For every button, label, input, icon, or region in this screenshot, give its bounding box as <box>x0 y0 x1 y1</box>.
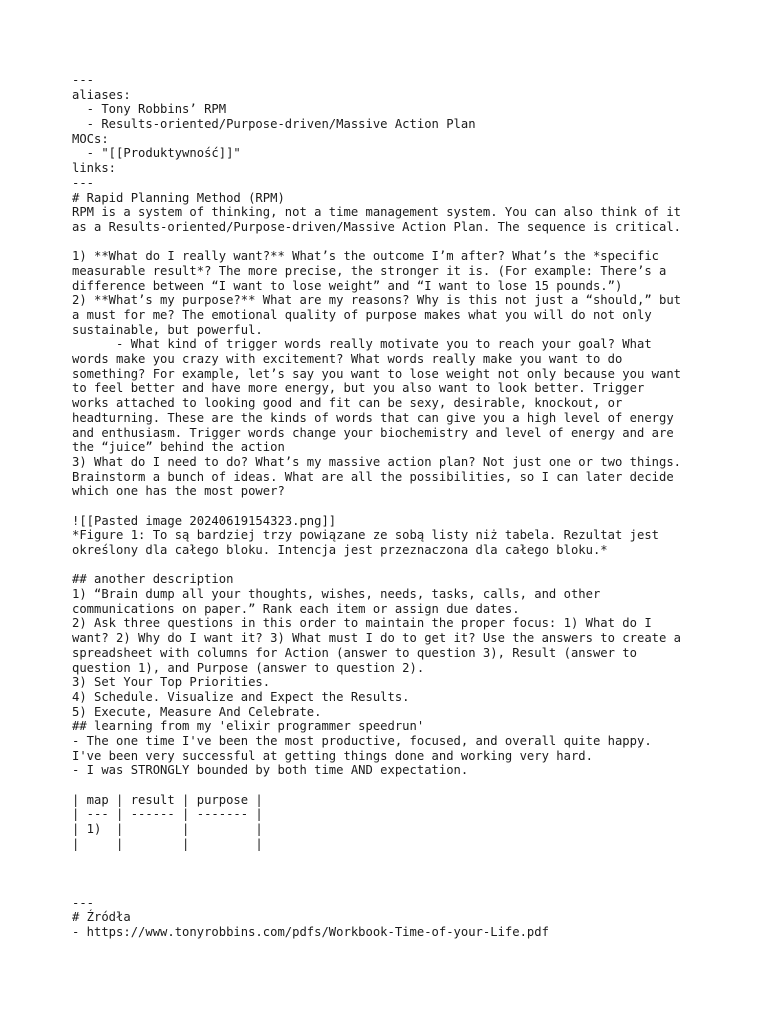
document-line: - What kind of trigger words really motivate you to reach your goal? What <box>72 337 652 352</box>
document-line: --- <box>72 175 95 190</box>
document-line: links: <box>72 161 117 176</box>
document-line: --- <box>72 73 95 87</box>
document-line <box>72 851 712 866</box>
document-line: words make you crazy with excitement? What words really make you want to do <box>72 352 623 367</box>
document-line: 1) **What do I really want?** What’s the outcome I’m after? What’s the *specific <box>72 249 659 264</box>
document-line: the “juice” behind the action <box>72 440 285 455</box>
document-line: 1) “Brain dump all your thoughts, wishes, needs, tasks, calls, and other <box>72 587 601 602</box>
document-line <box>72 881 712 896</box>
document-line: - https://www.tonyrobbins.com/pdfs/Workbook-Time-of-your-Life.pdf <box>72 924 549 939</box>
document-line: 2) Ask three questions in this order to maintain the proper focus: 1) What do I <box>72 616 652 631</box>
document-line: difference between “I want to lose weight” and “I want to lose 15 pounds.”) <box>72 278 623 293</box>
document-line: I've been very successful at getting things done and working very hard. <box>72 748 593 763</box>
document-line: a must for me? The emotional quality of purpose makes what you will do not only <box>72 308 652 322</box>
document-line: sustainable, but powerful. <box>72 322 263 337</box>
document-page <box>72 73 712 940</box>
document-line: określony dla całego bloku. Intencja jest przeznaczona dla całego bloku.* <box>72 543 608 557</box>
document-line: 2) **What’s my purpose?** What are my reasons? Why is this not just a “should,” but <box>72 293 682 308</box>
document-line: want? 2) Why do I want it? 3) What must I do to get it? Use the answers to create a <box>72 631 682 646</box>
document-line: 5) Execute, Measure And Celebrate. <box>72 704 322 719</box>
document-line: Brainstorm a bunch of ideas. What are all the possibilities, so I can later decide <box>72 469 674 484</box>
document-line <box>72 866 712 881</box>
document-line: ![[Pasted image 20240619154323.png]] <box>72 513 337 528</box>
document-line: - I was STRONGLY bounded by both time AND expectation. <box>72 763 469 778</box>
document-line: # Źródła <box>72 910 131 925</box>
document-line: as a Results-oriented/Purpose-driven/Massive Action Plan. The sequence is critical. <box>72 219 682 234</box>
document-line: ## another description <box>72 572 234 587</box>
document-line: communications on paper.” Rank each item or assign due dates. <box>72 601 520 616</box>
document-line: # Rapid Planning Method (RPM) <box>72 190 285 205</box>
document-line: measurable result*? The more precise, the stronger it is. (For example: There’s a <box>72 263 667 278</box>
document-line: 3) What do I need to do? What’s my massive action plan? Not just one or two things. <box>72 454 682 469</box>
document-line: | map | result | purpose | <box>72 792 263 807</box>
document-line: works attached to looking good and fit can be sexy, desirable, knockout, or <box>72 396 623 411</box>
document-line: - The one time I've been the most productive, focused, and overall quite happy. <box>72 733 652 748</box>
document-line: MOCs: <box>72 131 109 146</box>
document-line: - Results-oriented/Purpose-driven/Massive Action Plan <box>72 117 476 132</box>
document-line: to feel better and have more energy, but you also want to look better. Trigger <box>72 381 645 396</box>
document-line: 4) Schedule. Visualize and Expect the Results. <box>72 689 410 704</box>
document-line: spreadsheet with columns for Action (answer to question 3), Result (answer to <box>72 645 637 660</box>
document-line: and enthusiasm. Trigger words change your biochemistry and level of energy and are <box>72 425 674 440</box>
document-line: 3) Set Your Top Priorities. <box>72 675 271 690</box>
document-line: *Figure 1: To są bardziej trzy powiązane ze sobą listy niż tabela. Rezultat jest <box>72 528 659 543</box>
document-line <box>72 558 712 573</box>
document-line: | | | | <box>72 836 263 851</box>
document-line: question 1), and Purpose (answer to question 2). <box>72 660 425 675</box>
document-line: - Tony Robbins’ RPM <box>72 102 227 117</box>
document-line: --- <box>72 895 95 910</box>
document-line: | --- | ------ | ------- | <box>72 807 263 822</box>
document-line: ## learning from my 'elixir programmer speedrun' <box>72 719 425 734</box>
document-line <box>72 499 712 514</box>
document-line: aliases: <box>72 87 131 102</box>
document-line <box>72 235 712 250</box>
document-line: headturning. These are the kinds of words that can give you a high level of energy <box>72 410 674 425</box>
document-line: which one has the most power? <box>72 484 285 499</box>
document-line <box>72 778 712 793</box>
document-line: RPM is a system of thinking, not a time management system. You can also think of it <box>72 205 682 220</box>
document-line: | 1) | | | <box>72 822 263 837</box>
document-line: something? For example, let’s say you want to lose weight not only because you want <box>72 366 682 381</box>
document-line: - "[[Produktywność]]" <box>72 146 241 161</box>
